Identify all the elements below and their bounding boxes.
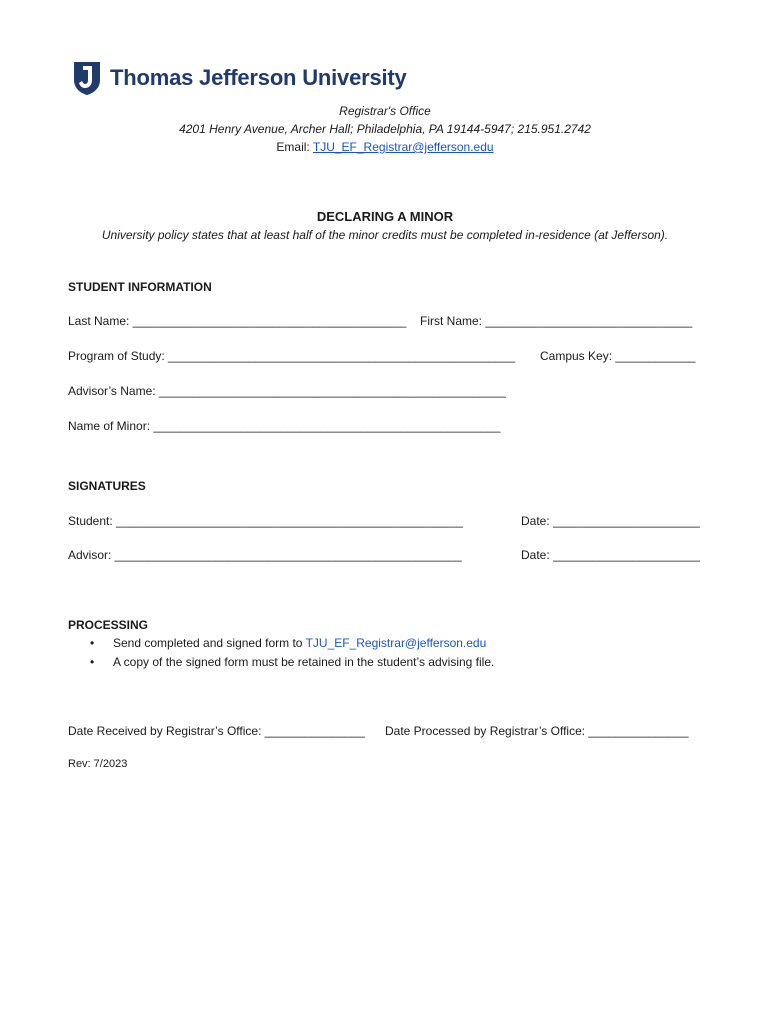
retain-instruction: A copy of the signed form must be retained in the student’s advising file. — [113, 655, 495, 669]
office-email-line — [0, 140, 770, 154]
form-title: DECLARING A MINOR — [316, 209, 454, 224]
revision-note: Rev: 7/2023 — [68, 758, 128, 770]
last-name-field[interactable]: Last Name: _________________________________________ — [68, 314, 407, 328]
processing-bullet-retain — [90, 655, 494, 669]
advisor-signature-field[interactable]: Advisor: ____________________________________________________ — [68, 548, 462, 562]
date-received-field[interactable]: Date Received by Registrar’s Office: _______________ — [68, 724, 365, 738]
campus-key-field[interactable]: Campus Key: ____________ — [540, 349, 696, 363]
bullet-icon: • — [90, 636, 95, 650]
date-processed-field[interactable]: Date Processed by Registrar’s Office: _______________ — [385, 724, 689, 738]
bullet-icon: • — [90, 655, 95, 669]
student-info-heading: STUDENT INFORMATION — [68, 280, 212, 294]
office-address: 4201 Henry Avenue, Archer Hall; Philadelphia, PA 19144-5947; 215.951.2742 — [179, 122, 591, 136]
signatures-heading: SIGNATURES — [68, 479, 146, 493]
advisor-date-field[interactable]: Date: ______________________ — [521, 548, 700, 562]
policy-note: University policy states that at least half of the minor credits must be completed in-residence (at Jefferson). — [101, 228, 669, 242]
university-logo — [72, 60, 407, 96]
university-name: Thomas Jefferson University — [110, 65, 407, 90]
program-of-study-field[interactable]: Program of Study: ____________________________________________________ — [68, 349, 516, 363]
processing-heading: PROCESSING — [68, 618, 149, 632]
processing-bullet-send — [90, 636, 486, 650]
jefferson-shield-icon — [72, 60, 102, 96]
student-signature-field[interactable]: Student: ____________________________________________________ — [68, 514, 464, 528]
processing-email-link[interactable]: TJU_EF_Registrar@jefferson.edu — [305, 636, 487, 650]
office-name: Registrar's Office — [339, 104, 431, 118]
minor-name-field[interactable]: Name of Minor: ____________________________________________________ — [68, 419, 501, 433]
first-name-field[interactable]: First Name: _______________________________ — [420, 314, 693, 328]
student-date-field[interactable]: Date: ______________________ — [521, 514, 700, 528]
email-label: Email: — [276, 140, 313, 154]
registrar-email-link[interactable]: TJU_EF_Registrar@jefferson.edu — [312, 140, 494, 154]
advisor-name-field[interactable]: Advisor’s Name: ____________________________________________________ — [68, 384, 506, 398]
send-instruction: Send completed and signed form to — [113, 636, 306, 650]
